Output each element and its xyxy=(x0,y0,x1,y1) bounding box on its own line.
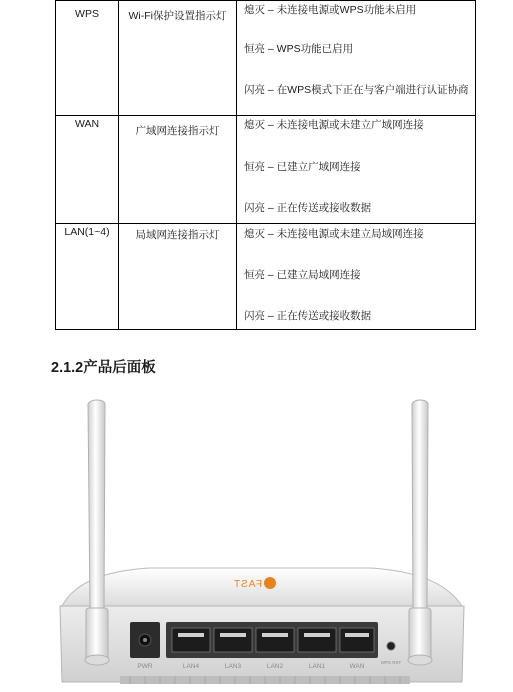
led-function: Wi-Fi保护设置指示灯 xyxy=(119,1,237,116)
port-label-wan: WAN xyxy=(349,663,365,670)
wps-reset-button xyxy=(387,642,395,650)
button-label-wps-rst: WPS RST xyxy=(380,660,402,665)
section-heading xyxy=(51,356,156,377)
led-state: 恒亮 – WPS功能已启用 xyxy=(244,43,354,55)
brand-logo xyxy=(233,577,276,590)
led-state: 闪亮 – 正在传送或接收数据 xyxy=(244,202,372,214)
left-antenna xyxy=(85,400,109,665)
led-state: 恒亮 – 已建立广域网连接 xyxy=(244,161,361,173)
port-label-pwr: PWR xyxy=(137,663,153,670)
power-port xyxy=(130,622,160,658)
led-state: 闪亮 – 正在传送或接收数据 xyxy=(244,310,372,322)
led-name: LAN(1~4) xyxy=(56,224,119,330)
led-indicator-table xyxy=(55,0,476,330)
table-row xyxy=(56,116,476,224)
port-label-lan4: LAN4 xyxy=(182,663,200,670)
led-states xyxy=(237,1,476,116)
led-function: 广域网连接指示灯 xyxy=(119,116,237,224)
led-name: WAN xyxy=(56,116,119,224)
led-state: 熄灭 – 未连接电源或未建立广域网连接 xyxy=(244,119,424,131)
led-states xyxy=(237,224,476,330)
ethernet-ports-panel xyxy=(166,622,378,658)
section-number: 2.1.2 xyxy=(51,360,84,376)
led-state: 闪亮 – 在WPS模式下正在与客户端进行认证协商 xyxy=(244,84,469,96)
right-antenna xyxy=(408,400,432,665)
svg-text:FAST: FAST xyxy=(232,579,262,590)
port-label-lan2: LAN2 xyxy=(266,663,284,670)
router-rear-panel-image xyxy=(0,380,513,692)
led-function: 局域网连接指示灯 xyxy=(119,224,237,330)
led-states xyxy=(237,116,476,224)
table-row xyxy=(56,224,476,330)
port-label-lan3: LAN3 xyxy=(224,663,242,670)
led-state: 恒亮 – 已建立局域网连接 xyxy=(244,269,361,281)
section-title: 产品后面板 xyxy=(83,360,156,376)
table-row xyxy=(56,1,476,116)
port-label-lan1: LAN1 xyxy=(308,663,326,670)
led-state: 熄灭 – 未连接电源或未建立局域网连接 xyxy=(244,228,424,240)
led-name: WPS xyxy=(56,1,119,116)
led-state: 熄灭 – 未连接电源或WPS功能未启用 xyxy=(244,4,417,16)
